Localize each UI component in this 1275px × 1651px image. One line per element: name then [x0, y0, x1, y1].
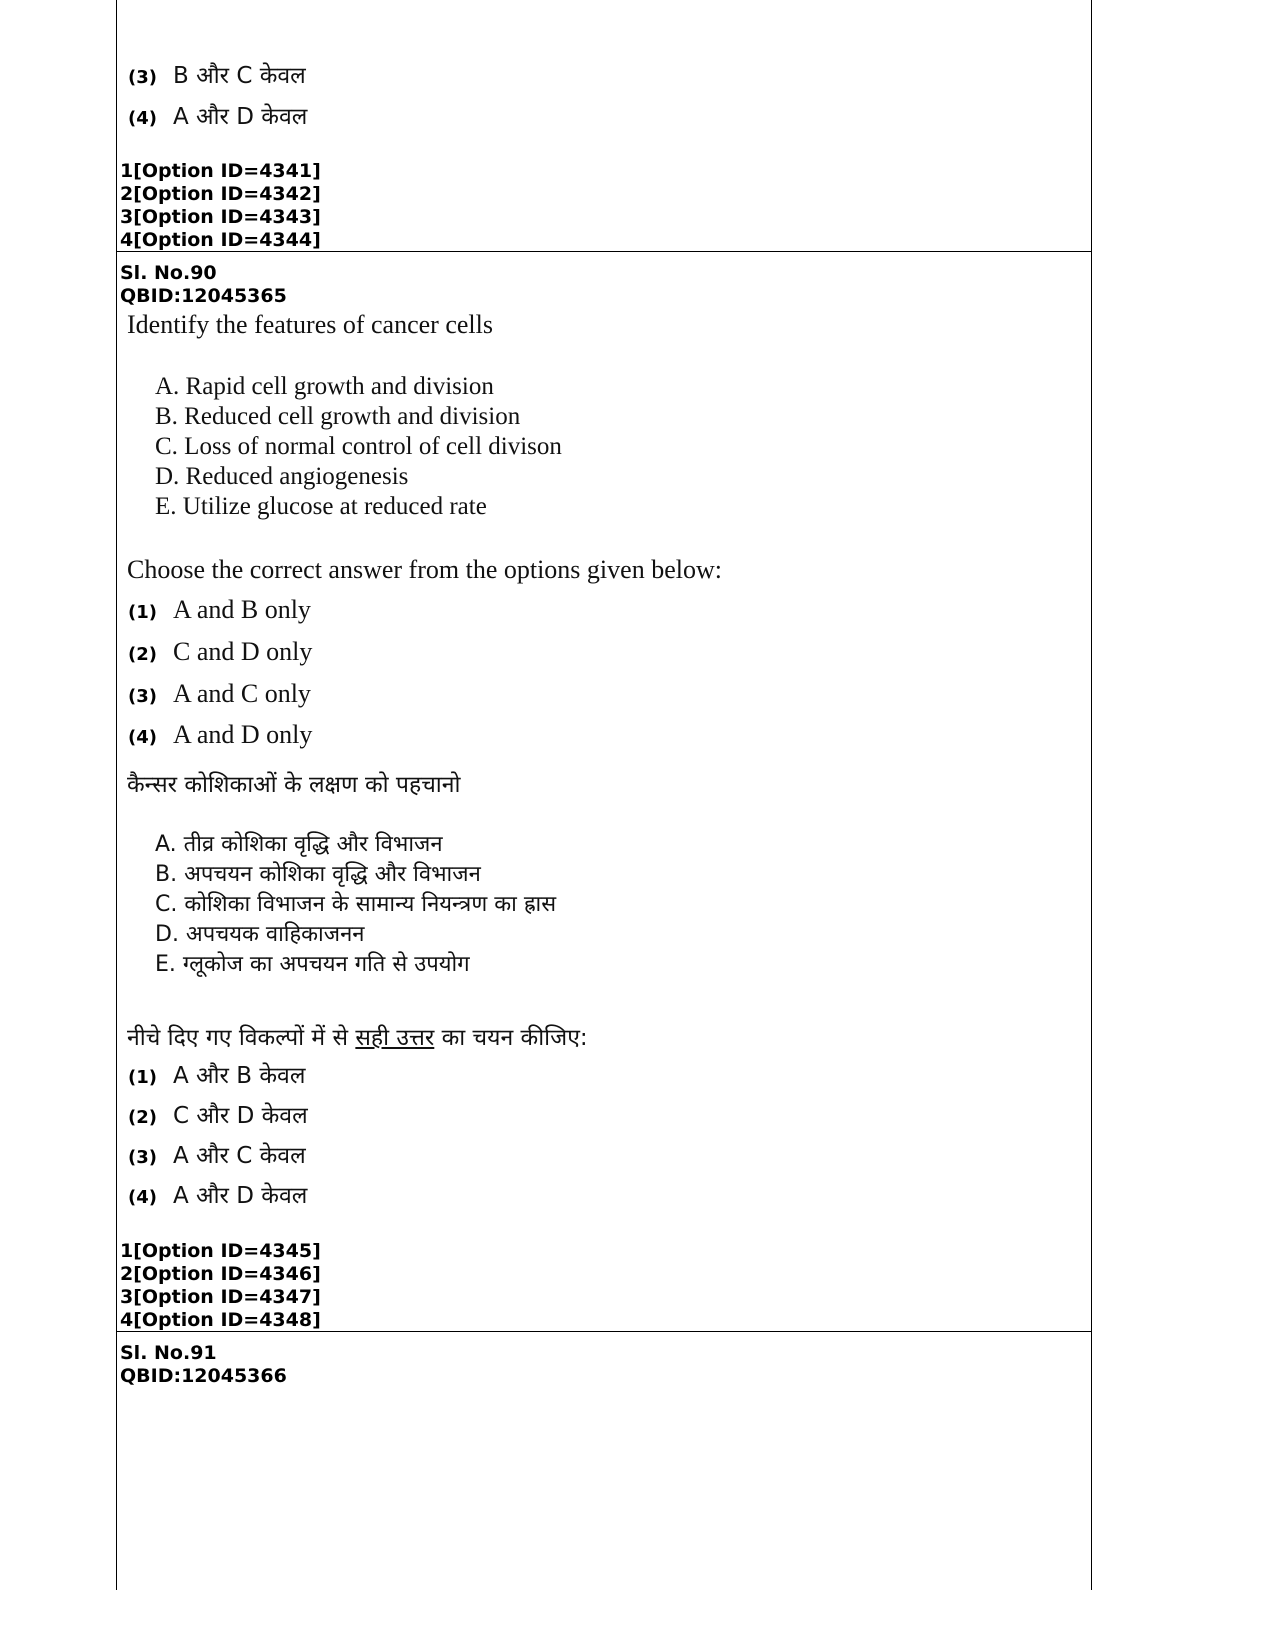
option-number: (3): [128, 1147, 157, 1168]
q90-option-hi-2: [128, 1098, 308, 1130]
q90-option-en-2: [128, 637, 312, 667]
q91-header: [120, 1342, 287, 1388]
option-number: (2): [128, 644, 157, 665]
serial-number: Sl. No.90: [120, 262, 217, 284]
list-item: D. अपचयक वाहिकाजनन: [155, 922, 365, 947]
serial-number: Sl. No.91: [120, 1342, 217, 1364]
list-item: C. कोशिका विभाजन के सामान्य नियन्त्रण का ह्रास: [155, 892, 557, 917]
option-id: 4[Option ID=4348]: [120, 1309, 321, 1331]
option-number: (3): [128, 686, 157, 707]
option-id: 3[Option ID=4347]: [120, 1286, 321, 1308]
q90-option-en-4: [128, 720, 312, 750]
option-id: 4[Option ID=4344]: [120, 229, 321, 251]
top-option-3: [128, 58, 306, 90]
option-number: (2): [128, 1107, 157, 1128]
option-text: A and B only: [172, 595, 311, 624]
q90-option-ids: [120, 1240, 321, 1332]
choose-text: का चयन कीजिए:: [434, 1025, 588, 1051]
top-option-4: [128, 99, 307, 131]
list-item: B. Reduced cell growth and division: [155, 403, 521, 430]
option-text: A और B केवल: [172, 1063, 306, 1089]
option-number: (4): [128, 1187, 157, 1208]
divider: [116, 251, 1091, 252]
list-item: E. Utilize glucose at reduced rate: [155, 493, 487, 520]
top-option-ids: [120, 160, 321, 252]
option-text: C और D केवल: [172, 1103, 308, 1129]
q90-option-en-1: [128, 595, 311, 625]
choose-text: नीचे दिए गए विकल्पों में से: [127, 1025, 356, 1051]
option-text: A और D केवल: [172, 104, 308, 130]
option-text: A और D केवल: [172, 1183, 308, 1209]
q90-option-hi-3: [128, 1138, 306, 1170]
qbid: QBID:12045365: [120, 285, 287, 307]
q90-option-hi-1: [128, 1058, 305, 1090]
q90-option-hi-4: [128, 1178, 307, 1210]
option-number: (4): [128, 108, 157, 129]
q90-choose-en: Choose the correct answer from the options given below:: [127, 555, 722, 584]
choose-underlined: सही उत्तर: [355, 1025, 435, 1051]
option-text: A and D only: [172, 720, 313, 749]
q90-header: [120, 262, 287, 308]
option-id: 1[Option ID=4345]: [120, 1240, 321, 1262]
list-item: A. Rapid cell growth and division: [155, 373, 494, 400]
divider: [116, 1331, 1091, 1332]
option-number: (3): [128, 67, 157, 88]
option-number: (1): [128, 1067, 157, 1088]
option-id: 1[Option ID=4341]: [120, 160, 321, 182]
list-item: A. तीव्र कोशिका वृद्धि और विभाजन: [155, 832, 443, 857]
q90-items-hi: [155, 830, 556, 980]
list-item: B. अपचयन कोशिका वृद्धि और विभाजन: [155, 862, 481, 887]
q90-question-en: Identify the features of cancer cells: [127, 310, 493, 339]
option-text: A और C केवल: [172, 1143, 306, 1169]
list-item: C. Loss of normal control of cell divison: [155, 433, 562, 460]
option-number: (4): [128, 727, 157, 748]
option-text: A and C only: [172, 679, 311, 708]
list-item: E. ग्लूकोज का अपचयन गति से उपयोग: [155, 952, 470, 977]
option-id: 3[Option ID=4343]: [120, 206, 321, 228]
list-item: D. Reduced angiogenesis: [155, 463, 409, 490]
option-text: B और C केवल: [172, 63, 306, 89]
q90-question-hi: कैन्सर कोशिकाओं के लक्षण को पहचानो: [127, 772, 461, 798]
option-id: 2[Option ID=4342]: [120, 183, 321, 205]
option-text: C and D only: [172, 637, 313, 666]
option-id: 2[Option ID=4346]: [120, 1263, 321, 1285]
qbid: QBID:12045366: [120, 1365, 287, 1387]
q90-option-en-3: [128, 679, 311, 709]
option-number: (1): [128, 602, 157, 623]
q90-items-en: [155, 372, 562, 522]
q90-choose-hi: [127, 1020, 588, 1052]
